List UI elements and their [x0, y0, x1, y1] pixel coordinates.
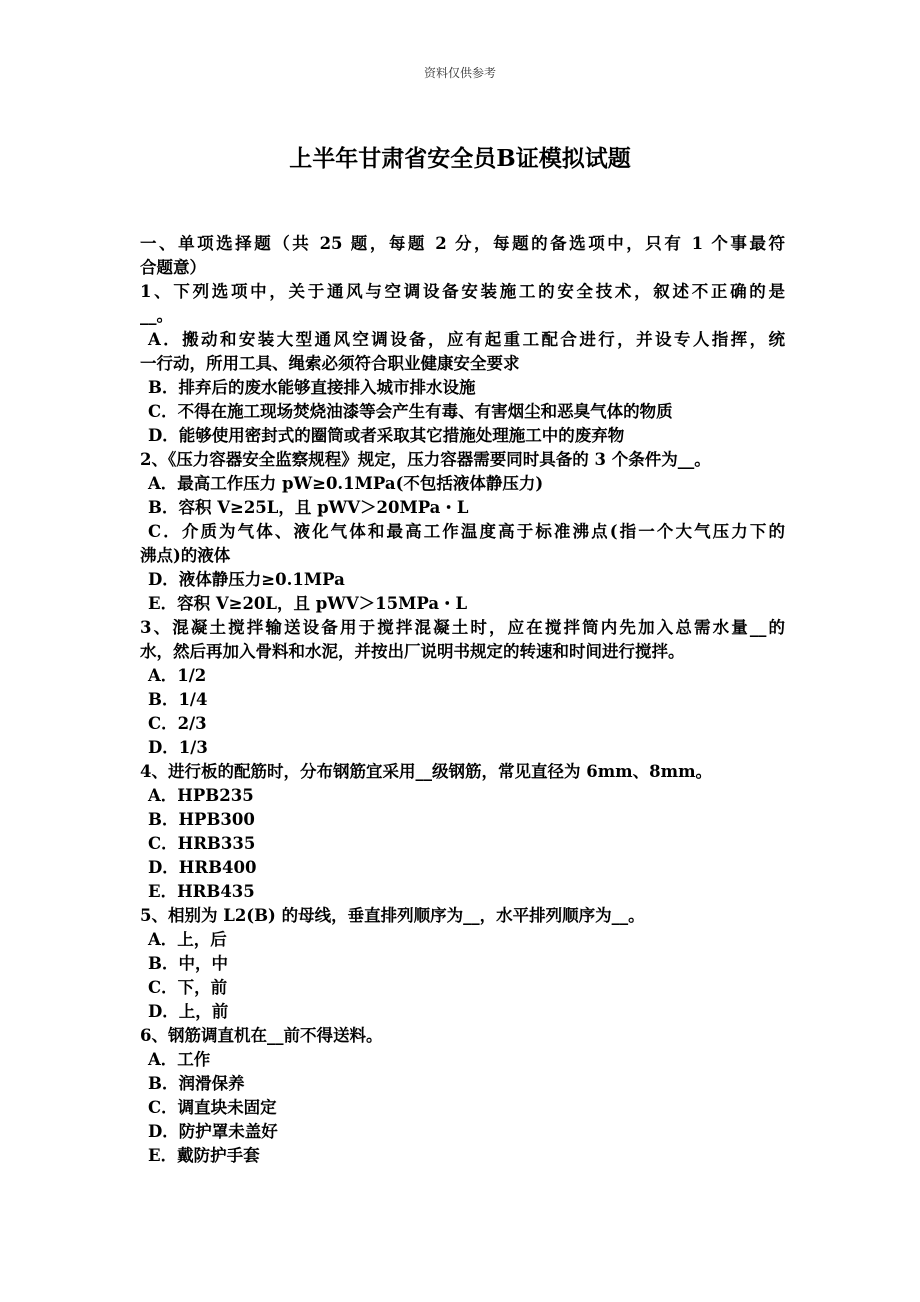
answer-option-line: C．不得在施工现场焚烧油漆等会产生有毒、有害烟尘和恶臭气体的物质: [148, 402, 673, 421]
answer-option-line: B．1/4: [148, 690, 208, 709]
answer-option-line: A．上，后: [148, 930, 227, 949]
answer-option-line: A．1/2: [148, 666, 207, 685]
answer-option-line: B．容积 V≥25L，且 pWV＞20MPa・L: [148, 498, 469, 517]
question-stem-line: __。: [140, 306, 173, 325]
answer-option-line: B．HPB300: [148, 810, 255, 829]
answer-option-line: B．润滑保养: [148, 1074, 245, 1093]
answer-option-line: C．下，前: [148, 978, 228, 997]
answer-option-line: A．HPB235: [148, 786, 254, 805]
answer-option-line: E．HRB435: [148, 882, 255, 901]
question-stem-line: 1、下列选项中，关于通风与空调设备安装施工的安全技术，叙述不正确的是: [140, 282, 785, 301]
answer-option-line: D．液体静压力≥0.1MPa: [148, 570, 345, 589]
section-heading-line: 合题意）: [140, 258, 206, 277]
question-stem-line: 5、相别为 L2(B) 的母线，垂直排列顺序为__，水平排列顺序为__。: [140, 906, 645, 925]
question-stem-line: 水，然后再加入骨料和水泥，并按出厂说明书规定的转速和时间进行搅拌。: [140, 642, 685, 661]
answer-option-line: E．戴防护手套: [148, 1146, 260, 1165]
answer-option-line: D．HRB400: [148, 858, 257, 877]
question-1: [140, 280, 785, 448]
question-2: [140, 448, 785, 616]
answer-option-line: C．HRB335: [148, 834, 256, 853]
answer-option-line: B．中，中: [148, 954, 228, 973]
answer-option-line: D．能够使用密封式的圈筒或者采取其它措施处理施工中的废弃物: [148, 426, 625, 445]
answer-option-line: C．2/3: [148, 714, 207, 733]
question-stem-line: 3、混凝土搅拌输送设备用于搅拌混凝土时，应在搅拌筒内先加入总需水量__的: [140, 618, 785, 637]
question-stem-line: 6、钢筋调直机在__前不得送料。: [140, 1026, 383, 1045]
question-5: [140, 904, 785, 1024]
document-title: 上半年甘肃省安全员B证模拟试题: [289, 145, 631, 172]
question-stem-line: 4、进行板的配筋时，分布钢筋宜采用__级钢筋，常见直径为 6mm、8mm。: [140, 762, 713, 781]
section-heading-line: 一、单项选择题（共 25 题，每题 2 分，每题的备选项中，只有 1 个事最符: [140, 234, 785, 253]
question-6: [140, 1024, 785, 1168]
answer-option-line: 一行动，所用工具、绳索必须符合职业健康安全要求: [140, 354, 520, 373]
answer-option-line: A．搬动和安装大型通风空调设备，应有起重工配合进行，并设专人指挥，统: [148, 330, 785, 349]
answer-option-line: C．介质为气体、液化气体和最高工作温度高于标准沸点(指一个大气压力下的: [148, 522, 785, 541]
answer-option-line: E．容积 V≥20L，且 pWV＞15MPa・L: [148, 594, 468, 613]
answer-option-line: D．防护罩未盖好: [148, 1122, 278, 1141]
answer-option-line: C．调直块未固定: [148, 1098, 277, 1117]
answer-option-line: A．最高工作压力 pW≥0.1MPa(不包括液体静压力): [148, 474, 544, 493]
question-4: [140, 760, 785, 904]
answer-option-line: B．排弃后的废水能够直接排入城市排水设施: [148, 378, 476, 397]
answer-option-line: D．1/3: [148, 738, 208, 757]
answer-option-line: D．上，前: [148, 1002, 229, 1021]
question-3: [140, 616, 785, 760]
page-header: 资料仅供参考: [423, 66, 496, 80]
question-stem-line: 2、《压力容器安全监察规程》规定，压力容器需要同时具备的 3 个条件为__。: [140, 450, 711, 469]
answer-option-line: 沸点)的液体: [140, 546, 231, 565]
document-body: [140, 232, 785, 1168]
answer-option-line: A．工作: [148, 1050, 211, 1069]
